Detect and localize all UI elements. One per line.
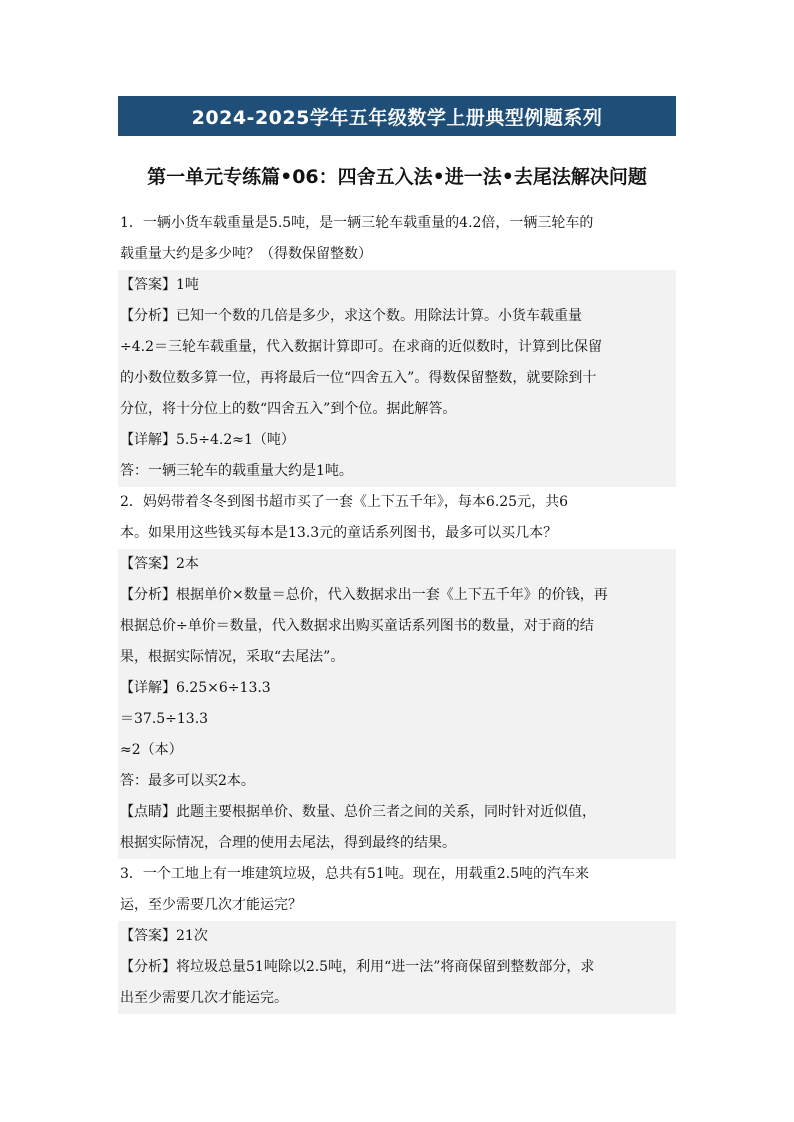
detail-line: 【详解】6.25×6÷13.3 (120, 680, 271, 696)
analysis-line: 出至少需要几次才能运完。 (120, 990, 288, 1006)
document-banner-title: 2024-2025学年五年级数学上册典型例题系列 (118, 96, 676, 136)
question-text-line: 1．一辆小货车载重量是5.5吨，是一辆三轮车载重量的4.2倍，一辆三轮车的 (120, 215, 594, 231)
analysis-line: 【分析】将垃圾总量51吨除以2.5吨，利用“进一法”将商保留到整数部分，求 (120, 959, 595, 975)
answer-line: 【答案】21次 (120, 928, 208, 944)
question-text-line: 载重量大约是多少吨？（得数保留整数） (120, 246, 372, 262)
detail-line: 答：一辆三轮车的载重量大约是1吨。 (120, 463, 353, 479)
comment-line: 根据实际情况，合理的使用去尾法，得到最终的结果。 (120, 835, 456, 851)
analysis-line: ÷4.2＝三轮车载重量，代入数据计算即可。在求商的近似数时，计算到比保留 (120, 339, 602, 355)
detail-line: ＝37.5÷13.3 (120, 711, 209, 727)
analysis-line: 【分析】已知一个数的几倍是多少，求这个数。用除法计算。小货车载重量 (120, 308, 582, 324)
analysis-line: 分位，将十分位上的数“四舍五入”到个位。据此解答。 (120, 401, 457, 417)
document-body (118, 208, 676, 1014)
question-3 (118, 859, 676, 921)
answer-line: 【答案】2本 (120, 556, 199, 572)
comment-line: 【点睛】此题主要根据单价、数量、总价三者之间的关系，同时针对近似值， (120, 804, 596, 820)
detail-line: 答：最多可以买2本。 (120, 773, 255, 789)
question-2 (118, 487, 676, 549)
question-text-line: 2．妈妈带着冬冬到图书超市买了一套《上下五千年》，每本6.25元，共6 (120, 494, 568, 510)
question-text-line: 运，至少需要几次才能运完？ (120, 897, 302, 913)
solution-1 (118, 270, 676, 487)
analysis-line: 根据总价÷单价＝数量，代入数据求出购买童话系列图书的数量，对于商的结 (120, 618, 594, 634)
solution-2 (118, 549, 676, 859)
detail-line: ≈2（本） (120, 742, 183, 758)
question-text-line: 本。如果用这些钱买每本是13.3元的童话系列图书，最多可以买几本？ (120, 525, 558, 541)
analysis-line: 【分析】根据单价×数量＝总价，代入数据求出一套《上下五千年》的价钱，再 (120, 587, 608, 603)
analysis-line: 的小数位数多算一位，再将最后一位“四舍五入”。得数保留整数，就要除到十 (120, 370, 597, 386)
analysis-line: 果，根据实际情况，采取“去尾法”。 (120, 649, 345, 665)
answer-line: 【答案】1吨 (120, 277, 199, 293)
question-text-line: 3．一个工地上有一堆建筑垃圾，总共有51吨。现在，用载重2.5吨的汽车来 (120, 866, 589, 882)
detail-line: 【详解】5.5÷4.2≈1（吨） (120, 432, 295, 448)
solution-3 (118, 921, 676, 1014)
unit-subtitle: 第一单元专练篇•06：四舍五入法•进一法•去尾法解决问题 (147, 166, 647, 188)
question-1 (118, 208, 676, 270)
